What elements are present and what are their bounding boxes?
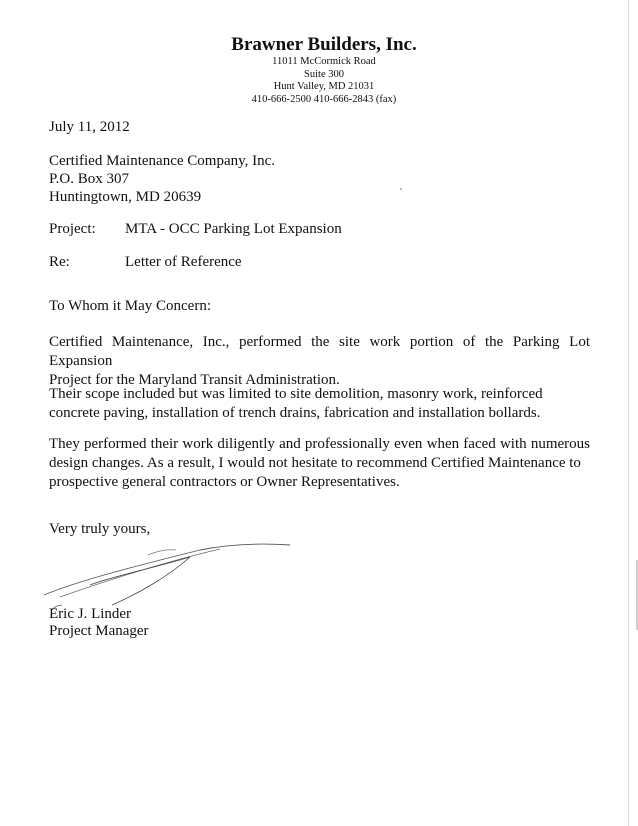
scan-edge-line bbox=[628, 0, 629, 826]
re-label: Re: bbox=[49, 254, 70, 270]
signer-name: Eric J. Linder bbox=[49, 606, 132, 622]
recipient-address-line-2: Huntingtown, MD 20639 bbox=[49, 189, 202, 205]
paragraph-text: Certified Maintenance, Inc., performed the site work portion of the Parking Lot Expansion bbox=[49, 334, 590, 369]
recipient-address-line-1: P.O. Box 307 bbox=[49, 171, 130, 187]
paragraph-text: They performed their work diligently and professionally even when faced with numerous design changes. As a result, I would not hesitate to recommend Certified Maintenance to bbox=[49, 436, 590, 471]
company-street: 11011 McCormick Road bbox=[272, 56, 376, 67]
company-suite: Suite 300 bbox=[304, 68, 344, 80]
scan-speck bbox=[400, 188, 402, 190]
paragraph-text: Their scope included but was limited to site demolition, masonry work, reinforced bbox=[49, 386, 543, 402]
paragraph-last-line: Project for the Maryland Transit Administration. bbox=[49, 372, 340, 388]
company-phones: 410-666-2500 410-666-2843 (fax) bbox=[251, 93, 397, 105]
letter-date: July 11, 2012 bbox=[49, 119, 130, 135]
company-city: Hunt Valley, MD 21031 bbox=[273, 81, 375, 92]
body-paragraph-3 bbox=[49, 435, 590, 492]
re-value: Letter of Reference bbox=[125, 254, 242, 270]
project-label: Project: bbox=[49, 221, 96, 237]
body-paragraph-1 bbox=[49, 333, 590, 390]
signature-image bbox=[40, 535, 300, 615]
closing: Very truly yours, bbox=[49, 521, 151, 537]
letterhead bbox=[0, 34, 638, 106]
salutation: To Whom it May Concern: bbox=[49, 298, 211, 314]
signer-title: Project Manager bbox=[49, 623, 149, 639]
project-value: MTA - OCC Parking Lot Expansion bbox=[125, 221, 342, 237]
body-paragraph-2 bbox=[49, 385, 590, 423]
paragraph-last-line: concrete paving, installation of trench drains, fabrication and installation bollards. bbox=[49, 405, 541, 421]
paragraph-last-line: prospective general contractors or Owner Representatives. bbox=[49, 474, 400, 490]
company-name: Brawner Builders, Inc. bbox=[231, 34, 417, 55]
recipient-name: Certified Maintenance Company, Inc. bbox=[49, 153, 276, 169]
